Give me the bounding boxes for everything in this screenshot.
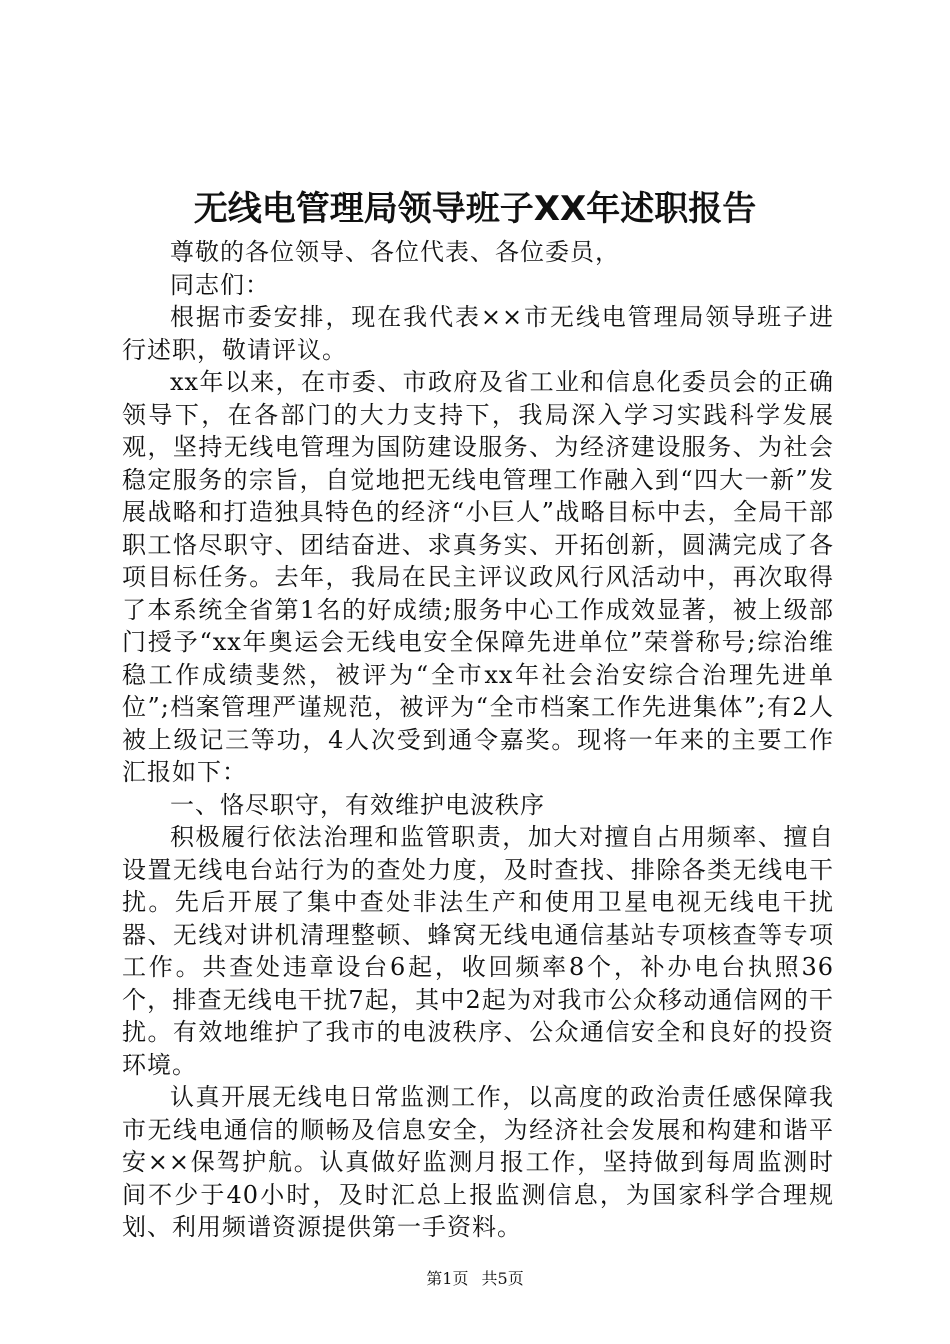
page-number: 第1页 [426,1269,469,1288]
paragraph: 认真开展无线电日常监测工作，以高度的政治责任感保障我市无线电通信的顺畅及信息安全，为经济社会发展和构建和谐平安××保驾护航。认真做好监测月报工作，坚持做到每周监测时间不少于40小时，及时汇总上报监测信息，为国家科学合理规划、利用频谱资源提供第一手资料。 [122,1083,834,1241]
paragraph: xx年以来，在市委、市政府及省工业和信息化委员会的正确领导下，在各部门的大力支持下，我局深入学习实践科学发展观，坚持无线电管理为国防建设服务、为经济建设服务、为社会稳定服务的宗旨，自觉地把无线电管理工作融入到“四大一新”发展战略和打造独具特色的经济“小巨人”战略目标中去，全局干部职工恪尽职守、团结奋进、求真务实、开拓创新，圆满完成了各项目标任务。去年，我局在民主评议政风行风活动中，再次取得了本系统全省第1名的好成绩;服务中心工作成效显著，被上级部门授予“xx年奥运会无线电安全保障先进单位”荣誉称号;综治维稳工作成绩斐然，被评为“全市xx年社会治安综合治理先进单位”;档案管理严谨规范，被评为“全市档案工作先进集体”;有2人被上级记三等功，4人次受到通令嘉奖。现将一年来的主要工作汇报如下： [122,368,834,786]
document-body [122,236,834,1244]
salutation: 尊敬的各位领导、各位代表、各位委员， [170,238,620,266]
page-total: 共5页 [481,1269,524,1288]
document-title: 无线电管理局领导班子XX年述职报告 [193,189,757,229]
page-footer [0,1268,950,1290]
greeting: 同志们： [170,270,270,299]
section-heading: 一、恪尽职守，有效维护电波秩序 [170,790,545,819]
paragraph: 积极履行依法治理和监管职责，加大对擅自占用频率、擅自设置无线电台站行为的查处力度，及时查找、排除各类无线电干扰。先后开展了集中查处非法生产和使用卫星电视无线电干扰器、无线对讲机清理整顿、蜂窝无线电通信基站专项核查等专项工作。共查处违章设台6起，收回频率8个，补办电台执照36个，排查无线电干扰7起，其中2起为对我市公众移动通信网的干扰。有效地维护了我市的电波秩序、公众通信安全和良好的投资环境。 [122,823,834,1079]
paragraph: 根据市委安排，现在我代表××市无线电管理局领导班子进行述职，敬请评议。 [122,303,834,364]
